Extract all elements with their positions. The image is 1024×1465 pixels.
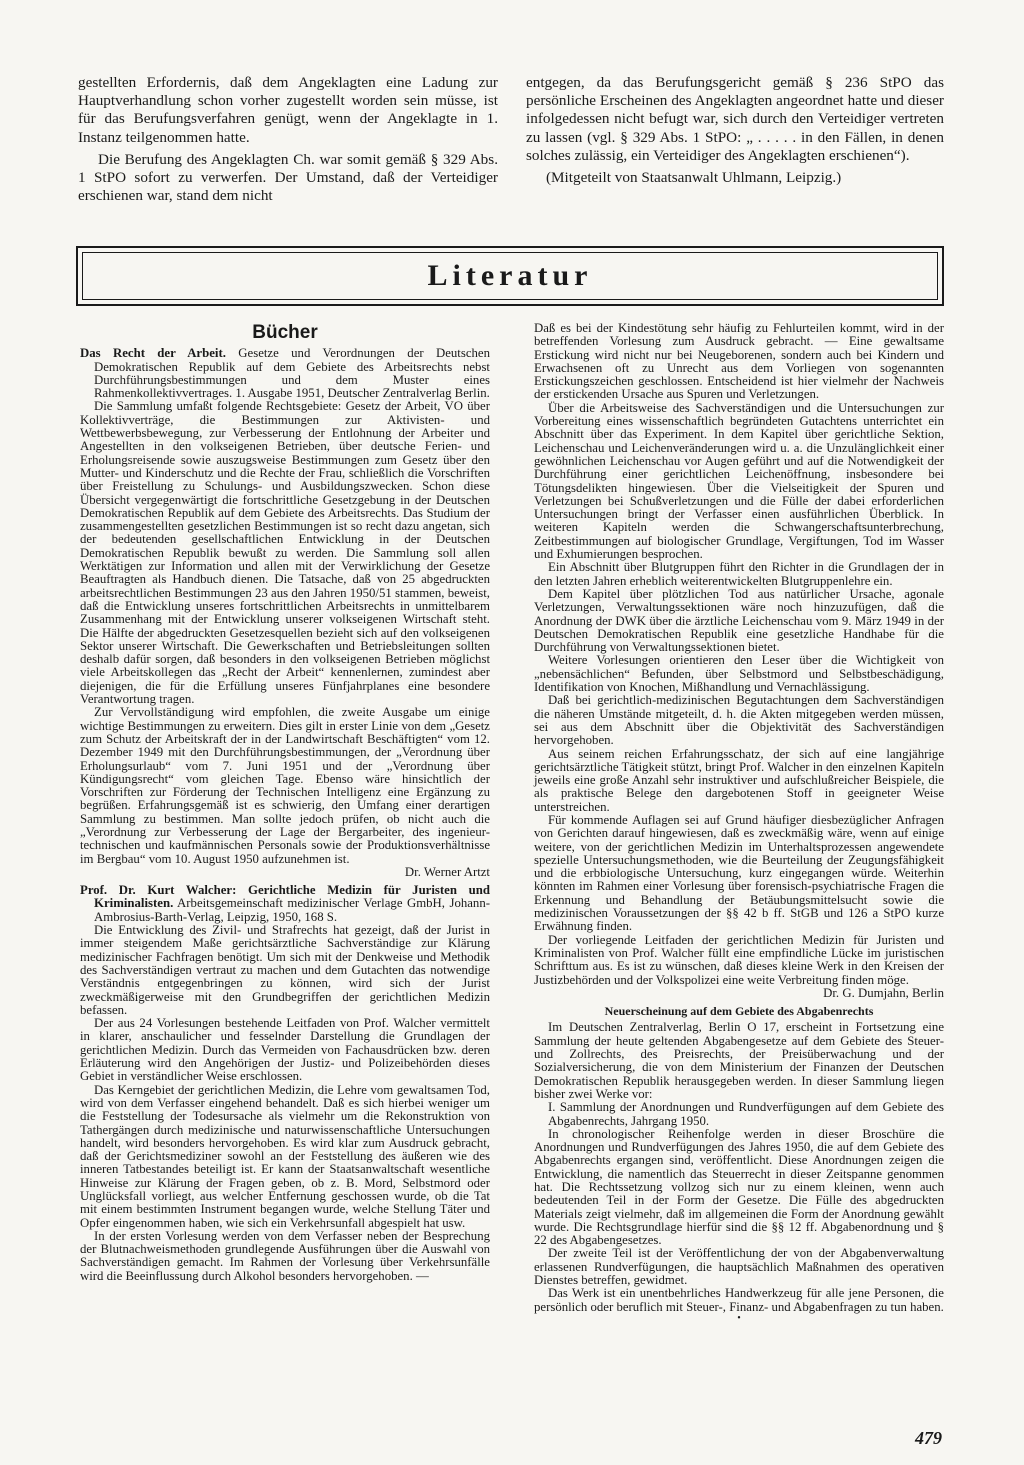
paragraph: Die Berufung des Angeklagten Ch. war somit gemäß § 329 Abs. 1 StPO sofort zu verwerfen. Der Umstand, daß der Verteidiger erschienen war, stand dem nicht	[78, 150, 498, 205]
paragraph: Das Kerngebiet der gerichtlichen Medizin, die Lehre vom gewaltsamen Tod, wird von dem Verfasser eingehend behandelt. Daß es sich hierbei weniger um die Feststellung der Todesursache als vielmehr um die Rekonstruktion von Tathergängen durch medizinische und naturwissenschaftliche Untersuchungen handelt, wird besonders hervorgehoben. Es wird klar zum Ausdruck gebracht, daß der Gerichtsmediziner sowohl an der Feststellung des äußeren wie des inneren Tatbestandes beteiligt ist. Er kann der Staatsanwaltschaft wesentliche Hinweise zur Klärung der Fragen geben, ob z. B. Mord, Selbstmord oder Unglücksfall vorliegt, aus welcher Entfernung geschossen wurde, ob die Tat mit einem bestimmten Instrument begangen wurde, welche Stellung Täter und Opfer eingenommen haben, wie sich ein Verkehrsunfall abgespielt hat usw.	[80, 1082, 490, 1230]
signature: Dr. G. Dumjahn, Berlin	[823, 985, 944, 1000]
buecher-heading: Bücher	[252, 322, 318, 343]
book-title: Das Recht der Arbeit.	[80, 346, 226, 361]
paragraph: Weitere Vorlesungen orientieren den Leser über die Wichtigkeit von „nebensächlichen“ Befunden, über Selbstmord und Selbstbeschädigung, Identifikation von Knochen, Mißhandlung und Vernachlässigung.	[534, 653, 944, 695]
paragraph: Der aus 24 Vorlesungen bestehende Leitfaden von Prof. Walcher vermittelt in klarer, anschaulicher und fesselnder Darstellung die Grundlagen der gerichtlichen Medizin. Durch das Vermeiden von Fachausdrücken bzw. deren Erläuterung wird den Angehörigen der Justiz- und Polizeibehörden dieses Gebiet in verständlicher Weise erschlossen.	[80, 1016, 490, 1084]
paragraph: Über die Arbeitsweise des Sachverständigen und die Untersuchungen zur Vorbereitung eines wissenschaftlich begründeten Gutachtens unterrichtet ein Abschnitt über das Experiment. In dem Kapitel über gerichtliche Sektion, Leichenschau und Leichenveränderungen wird u. a. die Unzulänglichkeit einer gewöhnlichen Leichenschau vor Augen geführt und auf die Notwendigkeit der Durchführung einer gerichtlichen Leichenöffnung, insbesondere bei Tötungsdelikten hingewiesen. Über die Vielseitigkeit der Spuren und Verletzungen bei Schußverletzungen und die Fülle der dabei erforderlichen Untersuchungen bringt der Verfasser einen ausführlichen Überblick. In weiteren Kapiteln werden die Schwangerschaftsunterbrechung, Zeitbestimmungen auf biologischer Grundlage, Vergiftungen, Tod im Wasser und Exhumierungen besprochen.	[534, 400, 944, 562]
list-item: I. Sammlung der Anordnungen und Rundverfügungen auf dem Gebiete des Abgabenrechts, Jahrgang 1950.	[548, 1100, 944, 1128]
paragraph: entgegen, da das Berufungsgericht gemäß § 236 StPO das persönliche Erscheinen des Angeklagten angeordnet hatte und dieser infolgedessen nicht befugt war, sich durch den Verteidiger vertreten zu lassen (vgl. § 329 Abs. 1 StPO: „ . . . . . in den Fällen, in denen solches zulässig, ein Verteidiger des Angeklagten erschienen“).	[526, 74, 944, 164]
attribution: (Mitgeteilt von Staatsanwalt Uhlmann, Leipzig.)	[546, 169, 842, 187]
book-details: Gesetze und Verordnungen der Deutschen Demokratischen Republik auf dem Gebiete des Arbeitsrechts nebst Durchführungsbestimmungen und dem Muster eines Rahmenkollektivvertrages. 1. Ausgabe 1951, Deutscher Zentralverlag Berlin.	[94, 346, 491, 401]
book-entry-1	[80, 347, 490, 400]
right-column	[534, 322, 944, 1324]
signature: Dr. Werner Artzt	[404, 864, 490, 879]
paragraph: Für kommende Auflagen sei auf Grund häufiger diesbezüglicher Anfragen von Gerichten darauf hingewiesen, daß es zweckmäßig wäre, wenn auf einige weitere, von der gerichtlichen Medizin im Unterhaltsprozessen angewendete spezielle Untersuchungsmethoden, wie die Beurteilung der Zeugungsfähigkeit und die erbbiologische Untersuchung, kurz eingegangen würde. Weiterhin könnten im Rahmen einer Vorlesung über forensisch-psychiatrische Fragen die Erkennung und Behandlung der Betäubungsmittelsucht sowie die medizinischen Voraussetzungen der §§ 42 b ff. StGB und 126 a StPO kurze Erwähnung finden.	[534, 812, 944, 934]
paragraph: Daß es bei der Kindestötung sehr häufig zu Fehlurteilen kommt, wird in der betreffenden Vorlesung zum Ausdruck gebracht. — Eine gewaltsame Erstickung wird nicht nur bei Neugeborenen, sondern auch bei Kindern und Erwachsenen oft zu Unrecht aus dem Vorliegen von sogenannten Erstickungszeichen geschlossen. Entscheidend ist hier vielmehr der Nachweis der erstickenden Ursache aus Spuren und Verletzungen.	[534, 321, 944, 402]
paragraph: Im Deutschen Zentralverlag, Berlin O 17, erscheint in Fortsetzung eine Sammlung der heute geltenden Abgabengesetze auf dem Gebiete des Steuer- und Zollrechts, des Preisrechts, der Preisüberwachung und der Sozialversicherung, die von dem Ministerium der Finanzen der Deutschen Demokratischen Republik herausgegeben werden. In dieser Sammlung liegen bisher zwei Werke vor:	[534, 1020, 944, 1101]
section-title: Literatur	[427, 259, 593, 292]
paragraph: Die Sammlung umfaßt folgende Rechtsgebiete: Gesetz der Arbeit, VO über Kollektivverträge, die Bestimmungen zur Aktivisten- und Wettbewerbsbewegung, zur Verbesserung der Entlohnung der Arbeiter und Angestellten in den volkseigenen Betrieben, über deutsche Ferien- und Erholungsreisende sowie auszugsweise Bestimmungen zum Gesetz über den Mutter- und Kinderschutz und die Rechte der Frau, schließlich die Vorschriften über Freistellung zu Schulungs- und Ausbildungszwecken. Schon diese Übersicht vergegenwärtigt die fortschrittliche Gesetzgebung in der Deutschen Demokratischen Republik auf dem Gebiete des Arbeitsrechts. Das Studium der zusammengestellten gesetzlichen Bestimmungen ist so recht dazu angetan, sich der bedeutenden gesellschaftlichen Entwicklung in der Deutschen Demokratischen Republik bewußt zu werden. Die Sammlung soll allen Werktätigen zur Information und allen mit der Verwirklichung der Gesetze Beauftragten als Handbuch dienen. Die Tatsache, daß von 25 abgedruckten arbeitsrechtlichen Bestimmungen 23 aus den Jahren 1950/51 stammen, beweist, daß die Entwicklung unseres fortschrittlichen Arbeitsrechts in unmittelbarem Zusammenhang mit der Entwicklung unserer volkseigenen Wirtschaft steht. Die Hälfte der abgedruckten Gesetzesquellen bezieht sich auf den volkseigenen Sektor unserer Wirtschaft. Die Gewerkschaften und Betriebsleitungen sollten deshalb dafür sorgen, daß besonders in den volkseigenen Betrieben möglichst viele Arbeitskollegen das „Recht der Arbeit“ kennenlernen, zumindest aber diejenigen, die für die Erfüllung unseres Fünfjahrplanes eine besondere Verantwortung tragen.	[80, 399, 490, 707]
top-left-column	[78, 74, 498, 205]
book-title: Prof. Dr. Kurt Walcher: Gerichtliche Medizin für Juristen und Kriminalisten.	[80, 883, 490, 911]
paragraph: In chronologischer Reihenfolge werden in dieser Broschüre die Anordnungen und Rundverfügungen des Jahres 1950, die auf dem Gebiete des Abgabenrechts ergangen sind, veröffentlicht. Diese Anordnungen zeigen die Entwicklung, die namentlich das Steuerrecht in dieser Zeitspanne genommen hat. Die Rechtssetzung vollzog sich nur zu einem kleinen, wenn auch bedeutenden Teil in der Form der Gesetze. Die Fülle des abgedruckten Materials zeigt vielmehr, daß im allgemeinen die Form der Anordnung gewählt wurde. Die Rechtsgrundlage hierfür sind die §§ 12 ff. Abgabenordnung und § 22 des Abgabengesetzes.	[534, 1126, 944, 1248]
paragraph: Dem Kapitel über plötzlichen Tod aus natürlicher Ursache, agonale Verletzungen, Verwaltungssektionen wäre noch hinzuzufügen, daß die Anordnung der DWK über die ärztliche Leichenschau vom 9. März 1949 in der Deutschen Demokratischen Republik eine gesetzliche Handhabe für die Durchführung von Verwaltungssektionen bietet.	[534, 586, 944, 655]
top-right-column	[526, 74, 944, 205]
paragraph: In der ersten Vorlesung werden von dem Verfasser neben der Besprechung der Blutnachweismethoden grundlegende Ausführungen über die Auswahl von Sachverständigen gemacht. Im Rahmen der Vorlesung über Verkehrsunfälle wird die Beeinflussung durch Alkohol besonders hervorgehoben. —	[80, 1228, 490, 1283]
main-columns	[80, 322, 944, 1324]
paragraph: Die Entwicklung des Zivil- und Strafrechts hat gezeigt, daß der Jurist in immer steigendem Maße gerichtsärztliche Sachverständige zur Klärung medizinischer Fachfragen benötigt. Um sich mit der Denkweise und Methodik des Sachverständigen vertraut zu machen und dem Gutachten das notwendige Verständnis entgegenbringen zu können, wird sich der Jurist zweckmäßigerweise mit den Grundbegriffen der gerichtlichen Medizin befassen.	[80, 923, 490, 1017]
page-number: 479	[915, 1428, 942, 1448]
left-column	[80, 322, 490, 1324]
paragraph: Zur Vervollständigung wird empfohlen, die zweite Ausgabe um einige wichtige Bestimmungen zu erweitern. Dies gilt in erster Linie von dem „Gesetz zum Schutz der Arbeitskraft der in der Landwirtschaft Beschäftigten“ vom 12. Dezember 1949 mit den Durchführungsbestimmungen, der „Verordnung über Erholungsurlaub“ vom 7. Juni 1951 und der „Verordnung über Kündigungsrecht“ vom gleichen Tage. Ebenso wäre hinsichtlich der Vorschriften zur Förderung der Technischen Intelligenz eine Ergänzung zu begrüßen. Erfahrungsgemäß ist es schwierig, den Umfang einer derartigen Sammlung zu bestimmen. Man sollte jedoch prüfen, ob nicht auch die „Verordnung zur Verbesserung der Lage der Bergarbeiter, des ingenieur-technischen und kaufmännischen Personals sowie der Produktionsverhältnisse im Bergbau“ vom 10. August 1950 aufzunehmen ist.	[80, 705, 490, 866]
paragraph: Ein Abschnitt über Blutgruppen führt den Richter in die Grundlagen der in den letzten Jahren erheblich weiterentwickelten Blutgruppenlehre ein.	[534, 560, 944, 588]
paragraph: Daß bei gerichtlich-medizinischen Begutachtungen dem Sachverständigen die näheren Umstände mitgeteilt, d. h. die Akten mitgegeben werden müssen, sei aus dem Abschnitt über die Objektivität des Sachverständigen hervorgehoben.	[534, 693, 944, 748]
paragraph: Der zweite Teil ist der Veröffentlichung der von der Abgabenverwaltung erlassenen Rundverfügungen, die hauptsächlich Maßnahmen des operativen Dienstes betreffen, gewidmet.	[534, 1246, 944, 1288]
paragraph: Aus seinem reichen Erfahrungsschatz, der sich auf eine langjährige gerichtsärztliche Tätigkeit stützt, bringt Prof. Walcher in den einzelnen Kapiteln jeweils eine große Anzahl sehr instruktiver und aufschlußreicher Beispiele, die als praktische Belege den dargebotenen Stoff in geeigneter Weise unterstreichen.	[534, 746, 944, 814]
end-mark: •	[737, 1312, 741, 1324]
paragraph: gestellten Erfordernis, daß dem Angeklagten eine Ladung zur Hauptverhandlung schon vorher zugestellt worden sein müsse, ist für das Berufungsverfahren genügt, wenn der Angeklagte in 1. Instanz teilgenommen hatte.	[78, 74, 498, 146]
book-details: Arbeitsgemeinschaft medizinischer Verlage GmbH, Johann-Ambrosius-Barth-Verlag, Leipzig, 1950, 168 S.	[94, 896, 490, 924]
section-title-box	[76, 246, 944, 306]
paragraph: Das Werk ist ein unentbehrliches Handwerkzeug für alle jene Personen, die persönlich oder beruflich mit Steuer-, Finanz- und Abgabenfragen zu tun haben.	[534, 1286, 944, 1314]
top-continuation	[78, 74, 944, 205]
paragraph: Der vorliegende Leitfaden der gerichtlichen Medizin für Juristen und Kriminalisten von Prof. Walcher füllt eine empfindliche Lücke im juristischen Schrifttum aus. Es ist zu wünschen, daß dieses kleine Werk in den Kreisen der Justizbehörden und der Volkspolizei eine weite Verbreitung finden möge.	[534, 932, 944, 987]
book-entry-2	[80, 884, 490, 924]
neuerscheinung-heading: Neuerscheinung auf dem Gebiete des Abgabenrechts	[604, 1004, 874, 1019]
